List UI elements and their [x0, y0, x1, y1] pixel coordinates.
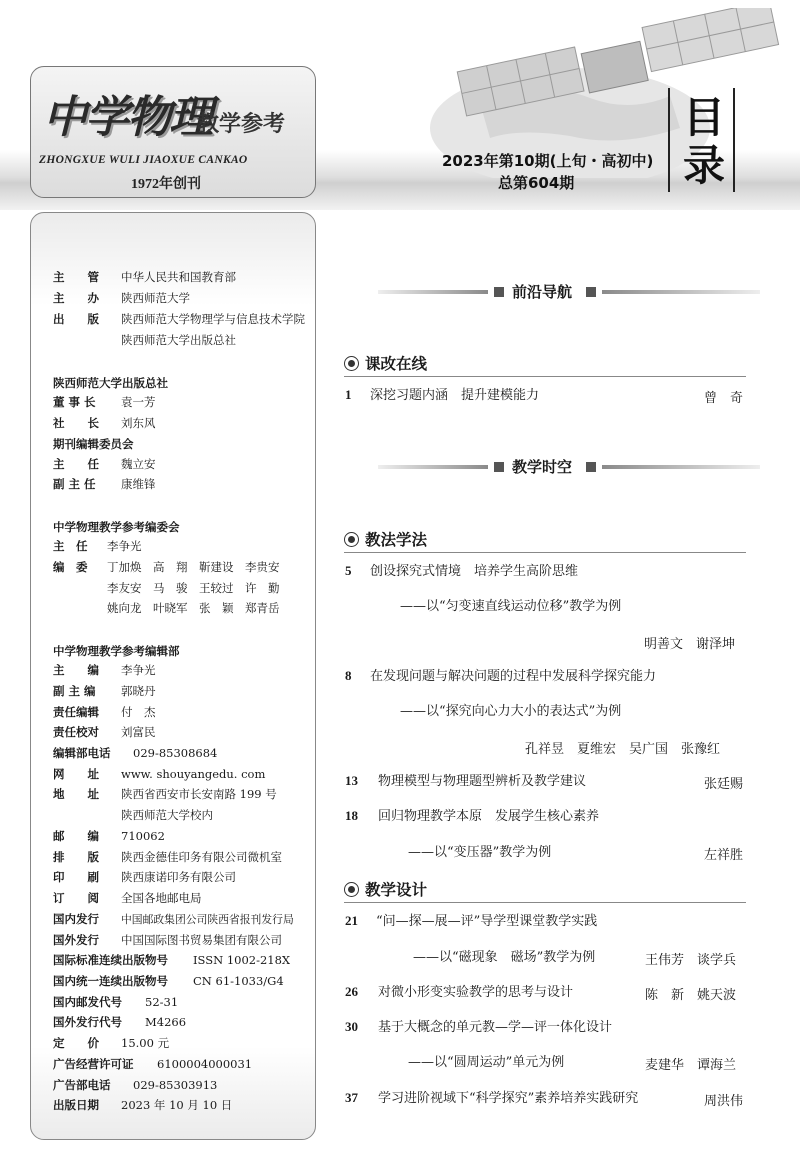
article-subtitle: ——以“探究向心力大小的表达式”为例 — [400, 704, 622, 719]
section-heading: 教学设计 — [344, 878, 427, 900]
divider — [668, 88, 670, 192]
article-authors: 王伟芳 谈学兵 — [645, 953, 737, 968]
article-title: 物理模型与物理题型辨析及教学建议 — [378, 774, 587, 789]
article-title: 深挖习题内涵 提升建模能力 — [370, 388, 540, 403]
journal-logo — [30, 66, 316, 198]
total-issue: 总第604期 — [498, 174, 575, 192]
publisher-header: 陕西师范大学出版总社 — [53, 376, 168, 390]
banner-teaching — [378, 459, 760, 475]
article-authors: 陈 新 姚天波 — [645, 988, 737, 1003]
article-authors: 麦建华 谭海兰 — [645, 1058, 737, 1073]
banner-title: 前沿导航 — [512, 283, 573, 301]
page-number: 5 — [345, 563, 352, 578]
article-title: “问—探—展—评”导学型课堂教学实践 — [376, 914, 598, 929]
page-number: 21 — [345, 913, 358, 928]
bullet-icon — [344, 882, 359, 897]
divider — [344, 552, 746, 553]
section-heading: 教法学法 — [344, 528, 427, 550]
banner-frontier — [378, 284, 760, 300]
article-subtitle: ——以“变压器”教学为例 — [408, 845, 552, 860]
page-number: 1 — [345, 387, 352, 402]
section-heading: 课改在线 — [344, 352, 427, 374]
article-subtitle: ——以“匀变速直线运动位移”教学为例 — [400, 599, 622, 614]
article-authors: 曾 奇 — [704, 391, 744, 406]
committee-header: 期刊编辑委员会 — [53, 437, 134, 451]
founded-year: 1972年创刊 — [131, 177, 201, 192]
bullet-icon — [344, 532, 359, 547]
masthead-sidebar: 主 管 中华人民共和国教育部 主 办 陕西师范大学 出 版 陕西师范大学物理学与信息技术学院 陕西师范大学出版总社 陕西师范大学出版总社 董 事 长 袁一芳 社 长 刘东风 期刊编辑委员会 主 任 魏立安 副 主 任 康维锋 中学物理教学参考编委会 主 任 李争光 编 委 丁加焕 高 翔 靳建设 李贵安 李友安 马 骏 王较过 许 勤 姚向龙 叶晓军 张 颖 郑青岳 中学物理教学参考编辑部 主 编 李争光 副 主 编 郭晓丹 责任编辑 付 杰 责任校对 刘富民 编辑部电话 029-85308684 网 址 www. shouyangedu. com 地 址 陕西省西安市长安南路 199 号 陕西师范大学校内 邮 编 710062 排 版 陕西金德佳印务有限公司微机室 印 刷 陕西康诺印务有限公司 订 阅 全国各地邮电局 国内发行 中国邮政集团公司陕西省报刊发行局 国外发行 中国国际图书贸易集团有限公司 国际标准连续出版物号 ISSN 1002-218X 国内统一连续出版物号 CN 61-1033/G4 国内邮发代号 52-31 国外发行代号 M4266 定 价 15.00 元 广告经营许可证 6100004000031 广告部电话 029-85303913 出版日期 2023 年 10 月 10 日 — [30, 212, 316, 1140]
logo-subtitle: 教学参考 — [197, 112, 286, 137]
logo-pinyin: ZHONGXUE WULI JIAOXUE CANKAO — [39, 154, 248, 166]
logo-title: 中学物理 — [43, 92, 211, 143]
article-title: 在发现问题与解决问题的过程中发展科学探究能力 — [370, 669, 657, 684]
divider — [733, 88, 735, 192]
article-title: 学习进阶视域下“科学探究”素养培养实践研究 — [378, 1091, 639, 1106]
issue-number: 2023年第10期(上旬・高初中) — [442, 152, 654, 170]
contents-title: 目录 — [682, 93, 725, 190]
article-authors: 周洪伟 — [704, 1094, 744, 1109]
banner-title: 教学时空 — [512, 458, 573, 476]
article-title: 创设探究式情境 培养学生高阶思维 — [370, 564, 579, 579]
divider — [344, 376, 746, 377]
dept-header: 中学物理教学参考编辑部 — [53, 644, 180, 658]
article-authors: 明善文 谢泽坤 — [644, 637, 736, 652]
article-authors: 孔祥昱 夏维宏 吴广国 张豫红 — [525, 742, 721, 757]
divider — [344, 902, 746, 903]
bullet-icon — [344, 356, 359, 371]
page-number: 26 — [345, 984, 358, 999]
article-subtitle: ——以“圆周运动”单元为例 — [408, 1055, 565, 1070]
page-number: 8 — [345, 668, 352, 683]
page-number: 13 — [345, 773, 358, 788]
article-subtitle: ——以“磁现象 磁场”教学为例 — [413, 950, 596, 965]
page-number: 18 — [345, 808, 358, 823]
article-authors: 左祥胜 — [704, 848, 744, 863]
article-authors: 张廷赐 — [704, 777, 744, 792]
board-header: 中学物理教学参考编委会 — [53, 520, 180, 534]
page-number: 37 — [345, 1090, 358, 1105]
article-title: 回归物理教学本原 发展学生核心素养 — [378, 809, 600, 824]
article-title: 对微小形变实验教学的思考与设计 — [378, 985, 574, 1000]
page-number: 30 — [345, 1019, 358, 1034]
article-title: 基于大概念的单元教—学—评一体化设计 — [378, 1020, 613, 1035]
